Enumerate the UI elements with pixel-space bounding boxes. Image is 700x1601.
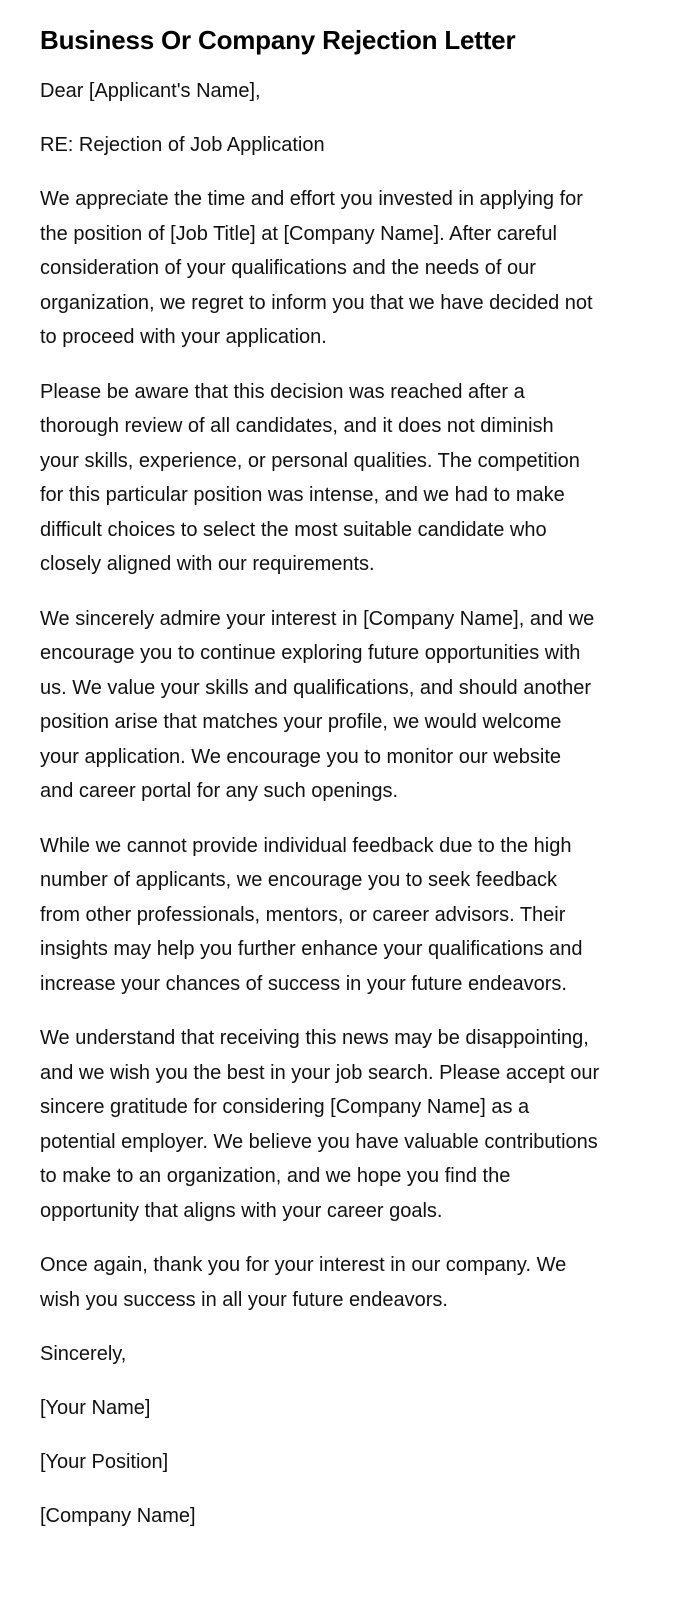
closing: Sincerely, <box>40 1343 127 1365</box>
page-title: Business Or Company Rejection Letter <box>40 25 516 55</box>
body-paragraph-4: While we cannot provide individual feedback due to the high number of applicants, we encourage you to seek feedback from other professionals, mentors, or career advisors. Their insights may help you further enhance your qualifications and increase your chances of success in your future endeavors. <box>40 834 583 995</box>
body-paragraph-5: We understand that receiving this news may be disappointing, and we wish you the best in your job search. Please accept our sincere gratitude for considering [Company Name] as a potential employer. We believe you have valuable contributions to make to an organization, and we hope you find the opportunity that aligns with your career goals. <box>40 1027 600 1222</box>
body-paragraph-2: Please be aware that this decision was reached after a thorough review of all candidates, and it does not diminish your skills, experience, or personal qualities. The competition for this particular position was intense, and we had to make difficult choices to select the most suitable candidate who closely aligned with our requirements. <box>40 380 580 575</box>
body-paragraph-1: We appreciate the time and effort you invested in applying for the position of [Job Title] at [Company Name]. After careful consideration of your qualifications and the needs of our organization, we regret to inform you that we have decided not to proceed with your application. <box>40 188 593 348</box>
salutation: Dear [Applicant's Name], <box>40 80 261 102</box>
signature-company: [Company Name] <box>40 1505 196 1527</box>
subject-line: RE: Rejection of Job Application <box>40 134 325 156</box>
signature-position: [Your Position] <box>40 1451 169 1473</box>
letter-document <box>40 22 640 1553</box>
signature-name: [Your Name] <box>40 1397 151 1419</box>
body-paragraph-6: Once again, thank you for your interest in our company. We wish you success in all your future endeavors. <box>40 1254 567 1311</box>
body-paragraph-3: We sincerely admire your interest in [Company Name], and we encourage you to continue exploring future opportunities with us. We value your skills and qualifications, and should another position arise that matches your profile, we would welcome your application. We encourage you to monitor our website and career portal for any such openings. <box>40 607 595 802</box>
